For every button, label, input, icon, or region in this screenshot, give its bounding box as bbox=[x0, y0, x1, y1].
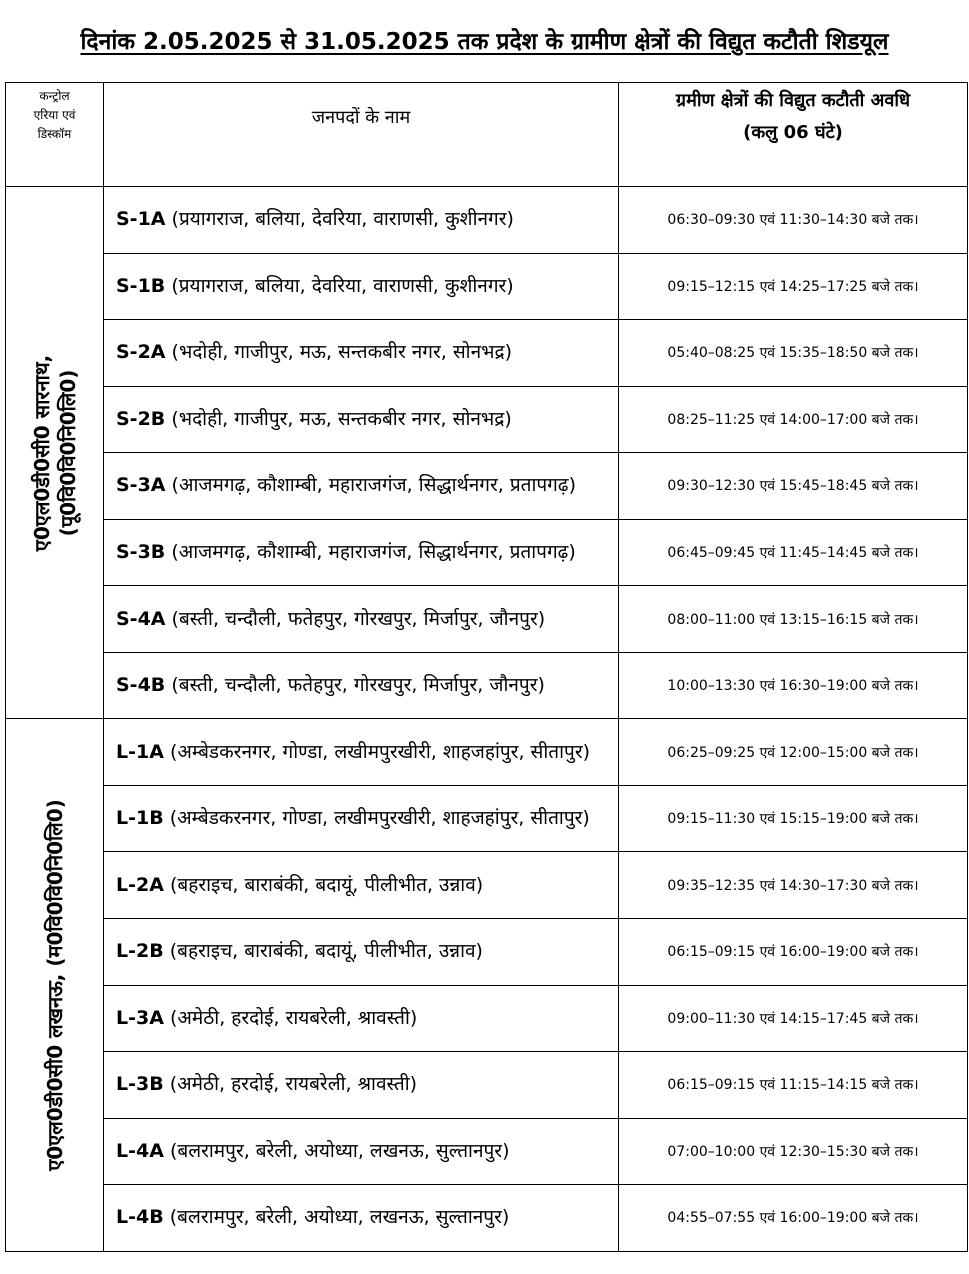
outage-time-cell: 06:25–09:25 एवं 12:00–15:00 बजे तक। bbox=[619, 719, 968, 786]
table-row bbox=[6, 187, 968, 254]
header-control-area-line1: कन्ट्रोल bbox=[39, 89, 70, 103]
district-cell bbox=[104, 453, 619, 520]
table-row bbox=[6, 453, 968, 520]
table-row bbox=[6, 719, 968, 786]
district-cell bbox=[104, 919, 619, 986]
control-area-line1: ए0एल0डी0सी0 लखनऊ, (म0वि0वि0नि0लि0) bbox=[42, 799, 67, 1171]
district-cell bbox=[104, 1052, 619, 1119]
district-names: (बलरामपुर, बरेली, अयोध्या, लखनऊ, सुल्तानपुर) bbox=[169, 1206, 510, 1229]
control-area-line1: ए0एल0डी0सी0 सारनाथ, bbox=[29, 354, 54, 551]
feeder-code: L-4A bbox=[116, 1139, 164, 1162]
district-cell bbox=[104, 1118, 619, 1185]
page-title bbox=[0, 24, 969, 56]
control-area-label bbox=[42, 799, 68, 1171]
district-names: (भदोही, गाजीपुर, मऊ, सन्तकबीर नगर, सोनभद्र) bbox=[171, 341, 513, 364]
feeder-code: S-1B bbox=[116, 274, 166, 297]
feeder-code: L-1B bbox=[116, 807, 164, 830]
feeder-code: S-1A bbox=[116, 208, 166, 231]
district-cell bbox=[104, 719, 619, 786]
feeder-code: L-3A bbox=[116, 1006, 164, 1029]
district-cell bbox=[104, 985, 619, 1052]
table-row bbox=[6, 785, 968, 852]
outage-time-cell: 10:00–13:30 एवं 16:30–19:00 बजे तक। bbox=[619, 652, 968, 719]
feeder-code: L-2A bbox=[116, 873, 164, 896]
district-cell bbox=[104, 785, 619, 852]
district-cell bbox=[104, 652, 619, 719]
outage-time-cell: 09:15–11:30 एवं 15:15–19:00 बजे तक। bbox=[619, 785, 968, 852]
outage-time-cell: 07:00–10:00 एवं 12:30–15:30 बजे तक। bbox=[619, 1118, 968, 1185]
control-area-label bbox=[29, 354, 81, 550]
feeder-code: S-3A bbox=[116, 474, 166, 497]
district-cell bbox=[104, 320, 619, 387]
district-cell bbox=[104, 519, 619, 586]
district-names: (प्रयागराज, बलिया, देवरिया, वाराणसी, कुशीनगर) bbox=[171, 208, 514, 231]
district-names: (भदोही, गाजीपुर, मऊ, सन्तकबीर नगर, सोनभद्र) bbox=[171, 407, 512, 430]
district-names: (आजमगढ़, कौशाम्बी, महाराजगंज, सिद्धार्थनगर, प्रतापगढ़) bbox=[171, 541, 576, 563]
table-row bbox=[6, 1185, 968, 1252]
header-control-area-line3: डिस्कॉम bbox=[37, 127, 72, 141]
table-row bbox=[6, 985, 968, 1052]
outage-time-cell: 06:15–09:15 एवं 16:00–19:00 बजे तक। bbox=[619, 919, 968, 986]
feeder-code: L-1A bbox=[116, 740, 164, 763]
outage-schedule-table bbox=[5, 82, 968, 1252]
outage-time-cell: 09:30–12:30 एवं 15:45–18:45 बजे तक। bbox=[619, 453, 968, 520]
control-area-cell bbox=[6, 187, 104, 719]
outage-time-cell: 08:25–11:25 एवं 14:00–17:00 बजे तक। bbox=[619, 386, 968, 453]
header-districts: जनपदों के नाम bbox=[104, 83, 619, 187]
outage-time-cell: 08:00–11:00 एवं 13:15–16:15 बजे तक। bbox=[619, 586, 968, 653]
table-row bbox=[6, 586, 968, 653]
header-period-line2: (कलु 06 घंटे) bbox=[743, 122, 843, 143]
header-period bbox=[619, 83, 968, 187]
outage-time-cell: 09:15–12:15 एवं 14:25–17:25 बजे तक। bbox=[619, 253, 968, 320]
table-row bbox=[6, 652, 968, 719]
table-row bbox=[6, 1052, 968, 1119]
district-names: (अम्बेडकरनगर, गोण्डा, लखीमपुरखीरी, शाहजहांपुर, सीतापुर) bbox=[169, 740, 591, 763]
feeder-code: L-4B bbox=[116, 1206, 164, 1229]
feeder-code: S-4B bbox=[116, 674, 166, 697]
district-cell bbox=[104, 1185, 619, 1252]
feeder-code: S-2A bbox=[116, 341, 166, 364]
outage-time-cell: 06:30–09:30 एवं 11:30–14:30 बजे तक। bbox=[619, 187, 968, 254]
district-cell bbox=[104, 852, 619, 919]
district-cell bbox=[104, 586, 619, 653]
outage-time-cell: 06:45–09:45 एवं 11:45–14:45 बजे तक। bbox=[619, 519, 968, 586]
table-row bbox=[6, 852, 968, 919]
district-names: (आजमगढ़, कौशाम्बी, महाराजगंज, सिद्धार्थनगर, प्रतापगढ़) bbox=[171, 474, 576, 497]
feeder-code: S-4A bbox=[116, 607, 166, 630]
table-row bbox=[6, 1118, 968, 1185]
table-row bbox=[6, 919, 968, 986]
table-row bbox=[6, 320, 968, 387]
district-names: (बहराइच, बाराबंकी, बदायूं, पीलीभीत, उन्नाव) bbox=[169, 873, 484, 896]
district-names: (प्रयागराज, बलिया, देवरिया, वाराणसी, कुशीनगर) bbox=[171, 274, 514, 297]
district-cell bbox=[104, 187, 619, 254]
page-title-text: दिनांक 2.05.2025 से 31.05.2025 तक प्रदेश के ग्रामीण क्षेत्रों की विद्युत कटौती शिडयूल bbox=[80, 29, 889, 55]
outage-time-cell: 06:15–09:15 एवं 11:15–14:15 बजे तक। bbox=[619, 1052, 968, 1119]
header-control-area-line2: एरिया एवं bbox=[33, 108, 76, 122]
outage-time-cell: 04:55–07:55 एवं 16:00–19:00 बजे तक। bbox=[619, 1185, 968, 1252]
feeder-code: L-2B bbox=[116, 940, 164, 963]
feeder-code: S-2B bbox=[116, 407, 166, 430]
district-names: (अम्बेडकरनगर, गोण्डा, लखीमपुरखीरी, शाहजहांपुर, सीतापुर) bbox=[169, 807, 590, 830]
table-row bbox=[6, 253, 968, 320]
outage-time-cell: 09:35–12:35 एवं 14:30–17:30 बजे तक। bbox=[619, 852, 968, 919]
feeder-code: L-3B bbox=[116, 1073, 164, 1096]
outage-time-cell: 09:00–11:30 एवं 14:15–17:45 बजे तक। bbox=[619, 985, 968, 1052]
district-names: (बलरामपुर, बरेली, अयोध्या, लखनऊ, सुल्तानपुर) bbox=[169, 1139, 510, 1162]
district-names: (अमेठी, हरदोई, रायबरेली, श्रावस्ती) bbox=[169, 1006, 418, 1029]
control-area-line2: (पू0वि0वि0नि0लि0) bbox=[55, 369, 80, 537]
district-cell bbox=[104, 386, 619, 453]
header-period-line1: ग्रमीण क्षेत्रों की विद्युत कटौती अवधि bbox=[675, 90, 911, 111]
district-names: (बहराइच, बाराबंकी, बदायूं, पीलीभीत, उन्नाव) bbox=[169, 940, 483, 963]
control-area-cell bbox=[6, 719, 104, 1251]
table-row bbox=[6, 386, 968, 453]
district-cell bbox=[104, 253, 619, 320]
feeder-code: S-3B bbox=[116, 541, 166, 563]
district-names: (बस्ती, चन्दौली, फतेहपुर, गोरखपुर, मिर्जापुर, जौनपुर) bbox=[171, 607, 546, 630]
outage-time-cell: 05:40–08:25 एवं 15:35–18:50 बजे तक। bbox=[619, 320, 968, 387]
table-header-row bbox=[6, 83, 968, 187]
header-control-area bbox=[6, 83, 104, 187]
district-names: (बस्ती, चन्दौली, फतेहपुर, गोरखपुर, मिर्जापुर, जौनपुर) bbox=[171, 674, 545, 697]
table-row bbox=[6, 519, 968, 586]
district-names: (अमेठी, हरदोई, रायबरेली, श्रावस्ती) bbox=[169, 1073, 418, 1096]
